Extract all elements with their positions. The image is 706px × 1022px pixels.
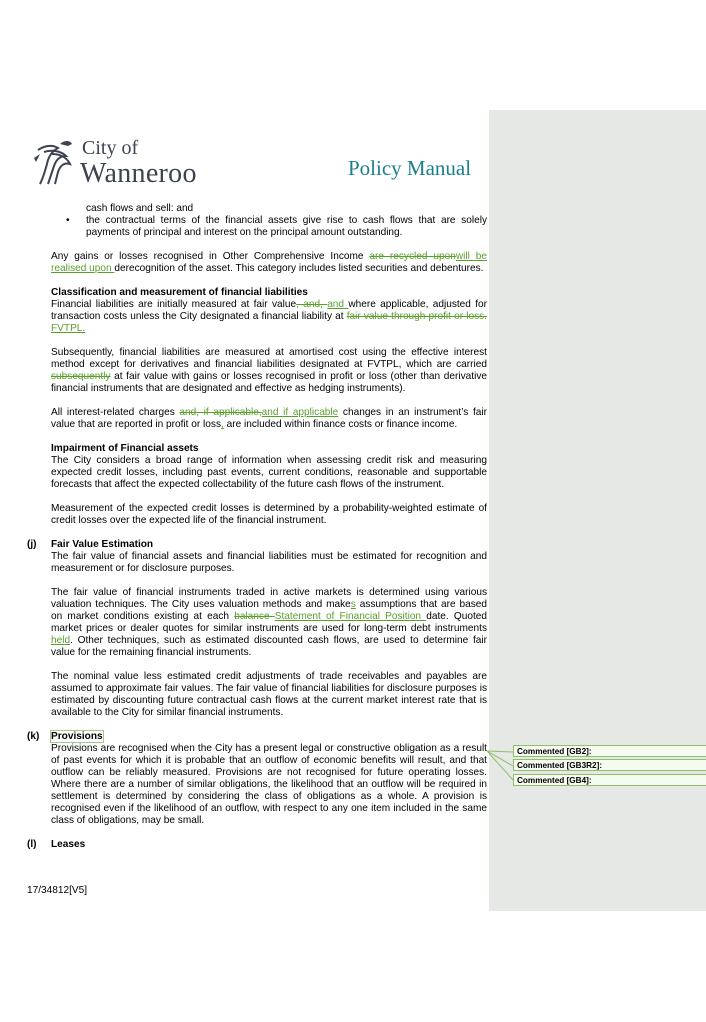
section-letter: (j) <box>27 539 37 550</box>
paragraph-financial-liabilities: Classification and measurement of financial liabilities Financial liabilities are initially measured at fair value, and, and where applicable, adjusted for transaction costs unless the City designated a financial liability at fair value through profit or loss. FVTPL. <box>51 287 488 334</box>
tracked-insertion: Statement of Financial Position <box>274 611 427 622</box>
tracked-insertion: FVTPL. <box>51 323 86 334</box>
bullet-list <box>51 203 487 239</box>
comment-balloon[interactable]: Commented [GB4]: <box>513 774 706 786</box>
tracked-deletion: , and, <box>296 299 328 310</box>
tracked-deletion: and, if applicable, <box>179 407 262 418</box>
section-letter: (k) <box>27 731 40 742</box>
tracked-insertion: s <box>350 599 356 610</box>
paragraph-oci: Any gains or losses recognised in Other Comprehensive Income are recycled uponwill be realised upon derecognition of the asset. This category includes listed securities and debentures. <box>51 251 487 274</box>
tracked-insertion: will be realised upon <box>51 251 487 274</box>
section-heading: Fair Value Estimation <box>51 539 154 550</box>
list-item: cash flows and sell: and <box>86 203 194 214</box>
tracked-deletion: subsequently <box>51 371 111 382</box>
comment-balloon[interactable]: Commented [GB2]: <box>513 745 706 757</box>
document-title: Policy Manual <box>348 156 472 180</box>
comment-margin-pane <box>489 110 706 911</box>
paragraph-fair-value-techniques: The fair value of financial instruments traded in active markets is determined using various valuation techniques. The City uses valuation methods and makes assumptions that are based on market conditions existing at each balance Statement of Financial Position date. Quoted market prices or dealer quotes for similar instruments are used for long-term debt instruments held. Other techniques, such as estimated discounted cash flows, are used to determine fair value for the remaining financial instruments. <box>51 587 487 658</box>
subheading: Impairment of Financial assets <box>51 443 199 454</box>
logo-text-city: City of <box>82 137 139 159</box>
paragraph-interest: All interest-related charges and, if applicable,and if applicable changes in an instrument’s fair value that are reported in profit or loss, are included within finance costs or finance income. <box>51 407 487 430</box>
tracked-deletion: fair value through profit or loss. <box>346 311 487 322</box>
paragraph-subsequent: Subsequently, financial liabilities are measured at amortised cost using the effective interest method except for derivatives and financial liabilities designated at FVTPL, which are carried subsequently at fair value with gains or losses recognised in profit or loss (other than derivative financial instruments that are designated and effective as hedging instruments). <box>51 347 487 394</box>
paragraph-nominal-value: The nominal value less estimated credit adjustments of trade receivables and payables are assumed to approximate fair values. The fair value of financial liabilities for disclosure purposes is estimated by discounting future contractual cash flows at the current market interest rate that is available to the City for similar financial instruments. <box>51 671 487 718</box>
comment-connector <box>487 748 515 788</box>
comment-balloon[interactable]: Commented [GB3R2]: <box>513 759 706 771</box>
paragraph-provisions: Provisions Provisions are recognised when the City has a present legal or constructive obligation as a result of past events for which it is probable that an outflow of economic benefits will result, and that outflow can be reliably measured. Provisions are not recognised for future operating losses. Where there are a number of similar obligations, the likelihood that an outflow will be required in settlement is determined by considering the class of obligations as a whole. A provision is recognised even if the likelihood of an outflow, with respect to any one item included in the same class of obligations, may be small. <box>51 731 487 826</box>
swan-logo-icon <box>30 138 82 188</box>
bullet-icon: • <box>66 215 70 226</box>
section-heading-commented[interactable]: Provisions <box>51 731 103 742</box>
document-body <box>27 203 488 863</box>
paragraph-expected-losses: Measurement of the expected credit losses is determined by a probability-weighted estimate of credit losses over the expected life of the financial instrument. <box>51 503 487 526</box>
tracked-deletion: are recycled upon <box>369 251 456 262</box>
list-item: the contractual terms of the financial assets give rise to cash flows that are solely payments of principal and interest on the principal amount outstanding. <box>86 215 487 238</box>
tracked-insertion: and if applicable <box>261 407 339 418</box>
subheading: Classification and measurement of financial liabilities <box>51 287 308 298</box>
section-letter: (l) <box>27 839 37 850</box>
section-j <box>27 539 487 575</box>
paragraph-fair-value-intro: Fair Value Estimation The fair value of financial assets and financial liabilities must be estimated for recognition and measurement or for disclosure purposes. <box>51 539 487 574</box>
tracked-insertion: held <box>51 635 71 646</box>
logo-text-wanneroo: Wanneroo <box>80 158 197 189</box>
paragraph-leases <box>51 839 487 851</box>
section-l <box>27 839 487 851</box>
section-k <box>27 731 487 827</box>
tracked-insertion: and <box>327 299 349 310</box>
tracked-insertion: , <box>221 419 224 430</box>
section-heading: Leases <box>51 839 86 850</box>
tracked-deletion: balance <box>234 611 275 622</box>
city-logo <box>30 138 220 194</box>
paragraph-impairment: Impairment of Financial assets The City considers a broad range of information when assessing credit risk and measuring expected credit losses, including past events, current conditions, reasonable and supportable forecasts that affect the expected collectability of the future cash flows of the instrument. <box>51 443 487 490</box>
document-footer: 17/34812[V5] <box>27 885 88 896</box>
